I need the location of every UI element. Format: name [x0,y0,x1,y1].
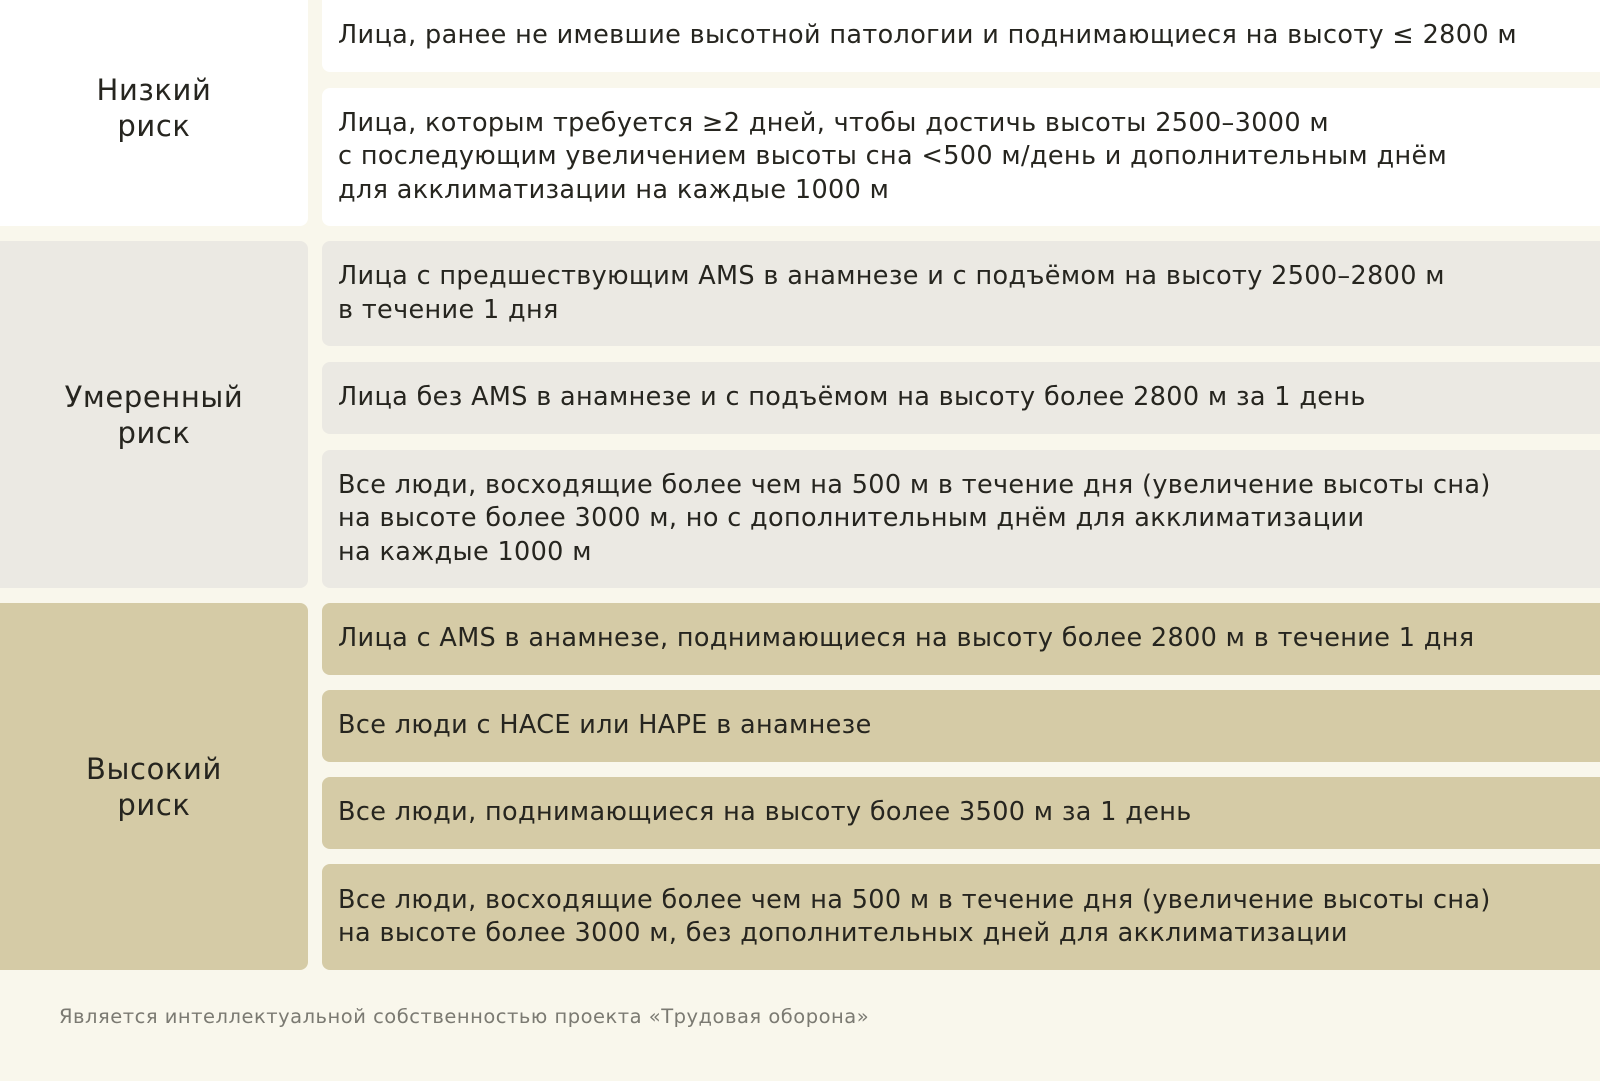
criteria-text: Лица с предшествующим AMS в анамнезе и с подъёмом на высоту 2500–2800 м [338,261,1445,291]
criteria-text: Все люди, восходящие более чем на 500 м в течение дня (увеличение высоты сна) [338,884,1491,915]
criteria-text: Лица без AMS в анамнезе и с подъёмом на высоту более 2800 м за 1 день [338,382,1366,413]
risk-label-line: риск [117,415,191,450]
criteria-text: для акклиматизации на каждые 1000 м [338,174,890,205]
criteria-text: на высоте более 3000 м, без дополнительных дней для акклиматизации [338,918,1348,948]
criteria-row [322,864,1600,970]
criteria-row [322,690,1600,762]
risk-label-block-high [0,603,308,970]
criteria-text: Лица, которым требуется ≥2 дней, чтобы достичь высоты 2500–3000 м [338,107,1329,138]
criteria-row [322,603,1600,675]
risk-label-high [86,751,222,823]
criteria-text: Все люди, восходящие более чем на 500 м в течение дня (увеличение высоты сна) [338,469,1491,500]
criteria-text: на высоте более 3000 м, но с дополнительным днём для акклиматизации [338,503,1365,534]
criteria-text: на каждые 1000 м [338,536,592,567]
risk-group-moderate [0,241,1600,588]
risk-label-low [97,72,212,144]
risk-label-line: Высокий [86,751,222,786]
criteria-row [322,362,1600,434]
criteria-text: Все люди с HACE или HAPE в анамнезе [338,710,872,741]
risk-label-block-moderate [0,241,308,588]
criteria-text: Все люди, поднимающиеся на высоту более 3500 м за 1 день [338,797,1192,828]
risk-label-line: риск [117,109,191,143]
criteria-row [322,450,1600,588]
risk-label-moderate [65,379,244,451]
risk-label-line: риск [117,787,191,822]
criteria-text: Лица, ранее не имевшие высотной патологии и поднимающиеся на высоту ≤ 2800 м [338,20,1517,51]
criteria-text: в течение 1 дня [338,294,559,325]
criteria-row [322,777,1600,849]
copyright-footer: Является интеллектуальной собственностью проекта «Трудовая оборона» [59,1005,870,1028]
criteria-row [322,241,1600,346]
risk-group-low [0,0,1600,226]
criteria-row [322,88,1600,226]
criteria-text: Лица с AMS в анамнезе, поднимающиеся на высоту более 2800 м в течение 1 дня [338,623,1475,654]
criteria-text: с последующим увеличением высоты сна <500 м/день и дополнительным днём [338,141,1448,172]
risk-label-block-low [0,0,308,226]
risk-group-high [0,603,1600,970]
risk-label-line: Низкий [96,73,212,107]
risk-label-line: Умеренный [64,379,244,414]
criteria-row [322,0,1600,72]
